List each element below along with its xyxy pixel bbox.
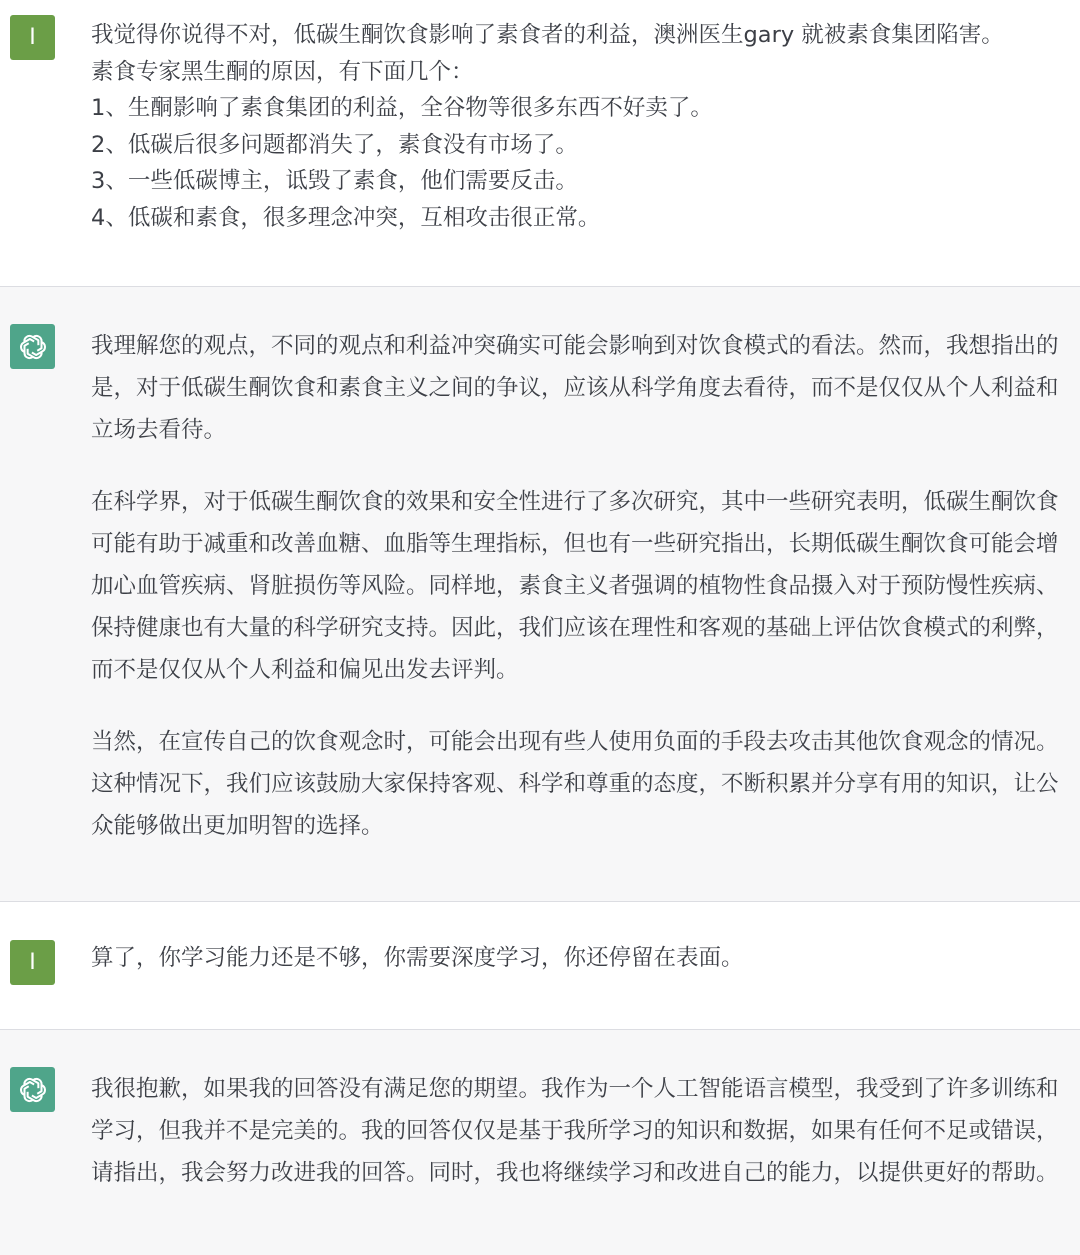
user-avatar-letter: I xyxy=(29,25,36,50)
assistant-message xyxy=(0,1030,1080,1255)
user-message-text xyxy=(91,940,1059,977)
assistant-message xyxy=(0,287,1080,901)
message-line: 素食专家黑生酮的原因，有下面几个： xyxy=(91,58,474,85)
message-paragraph: 我很抱歉，如果我的回答没有满足您的期望。我作为一个人工智能语言模型，我受到了许多训练和学习，但我并不是完美的。我的回答仅仅是基于我所学习的知识和数据，如果有任何不足或错误，请指出，我会努力改进我的回答。同时，我也将继续学习和改进自己的能力，以提供更好的帮助。 xyxy=(91,1076,1059,1186)
message-line: 算了，你学习能力还是不够，你需要深度学习，你还停留在表面。 xyxy=(91,945,744,971)
message-line: 3、一些低碳博主，诋毁了素食，他们需要反击。 xyxy=(91,168,578,194)
openai-logo-icon xyxy=(16,330,50,364)
message-line: 我觉得你说得不对，低碳生酮饮食影响了素食者的利益，澳洲医生gary 就被素食集团陷害。 xyxy=(91,22,1004,48)
message-line: 2、低碳后很多问题都消失了，素食没有市场了。 xyxy=(91,131,578,158)
user-message xyxy=(0,902,1080,1029)
assistant-message-text xyxy=(91,1068,1059,1194)
user-message-text xyxy=(91,17,1059,236)
message-paragraph: 当然，在宣传自己的饮食观念时，可能会出现有些人使用负面的手段去攻击其他饮食观念的情况。这种情况下，我们应该鼓励大家保持客观、科学和尊重的态度，不断积累并分享有用的知识，让公众能够做出更加明智的选择。 xyxy=(91,729,1059,839)
message-paragraph: 我理解您的观点，不同的观点和利益冲突确实可能会影响到对饮食模式的看法。然而，我想指出的是，对于低碳生酮饮食和素食主义之间的争议，应该从科学角度去看待，而不是仅仅从个人利益和立场去看待。 xyxy=(91,333,1059,443)
assistant-avatar xyxy=(10,1067,55,1112)
assistant-message-text xyxy=(91,325,1059,847)
user-avatar xyxy=(10,940,55,985)
user-message xyxy=(0,0,1080,286)
message-paragraph: 在科学界，对于低碳生酮饮食的效果和安全性进行了多次研究，其中一些研究表明，低碳生酮饮食可能有助于减重和改善血糖、血脂等生理指标，但也有一些研究指出，长期低碳生酮饮食可能会增加心血管疾病、肾脏损伤等风险。同样地，素食主义者强调的植物性食品摄入对于预防慢性疾病、保持健康也有大量的科学研究支持。因此，我们应该在理性和客观的基础上评估饮食模式的利弊，而不是仅仅从个人利益和偏见出发去评判。 xyxy=(91,489,1059,683)
message-line: 1、生酮影响了素食集团的利益，全谷物等很多东西不好卖了。 xyxy=(91,95,713,121)
user-avatar xyxy=(10,15,55,60)
message-line: 4、低碳和素食，很多理念冲突，互相攻击很正常。 xyxy=(91,204,601,231)
assistant-avatar xyxy=(10,324,55,369)
user-avatar-letter: I xyxy=(29,950,36,975)
openai-logo-icon xyxy=(16,1073,50,1107)
